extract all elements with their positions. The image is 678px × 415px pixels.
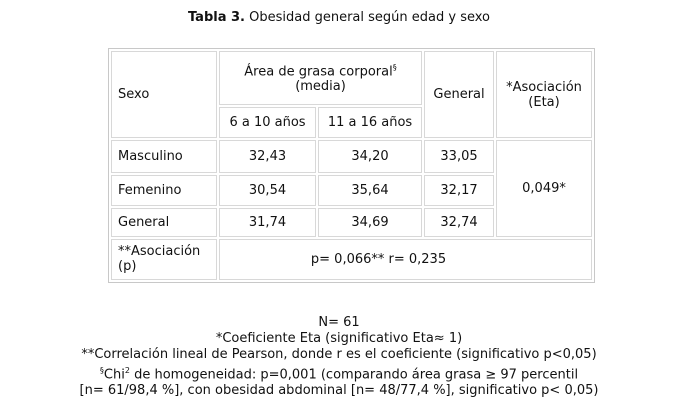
footnote-chi-rest: de homogeneidad: p=0,001 (comparando área grasa ≥ 97 percentil [129,367,579,383]
cell-sexo: Femenino [111,175,217,206]
asociacion-p-row [111,239,592,280]
header-area-grasa [219,51,422,105]
cell-asociacion-p-label: **Asociación (p) [111,239,217,280]
cell-age2: 35,64 [318,175,422,206]
cell-age1: 30,54 [219,175,316,206]
header-row [111,51,592,105]
cell-asociacion-p-value: p= 0,066** r= 0,235 [219,239,592,280]
header-general: General [424,51,494,138]
header-area-line1: Área de grasa corporal [244,63,393,79]
footnote-n: N= 61 [318,315,360,330]
caption-text: Obesidad general según edad y sexo [245,10,490,25]
footnote-eta: *Coeficiente Eta (significativo Eta≈ 1) [215,331,463,346]
header-age-6-10: 6 a 10 años [219,107,316,138]
cell-sexo: Masculino [111,140,217,173]
caption-label: Tabla 3. [187,10,245,25]
header-area-line2: (media) [295,78,346,94]
header-asociacion-eta: *Asociación (Eta) [496,51,592,138]
cell-age1: 32,43 [219,140,316,173]
footnote-pearson: **Correlación lineal de Pearson, donde r es el coeficiente (significativo p<0,05) [81,347,597,362]
cell-sexo: General [111,208,217,237]
header-area-sup: § [392,62,397,72]
footnote-chi-word: Chi [103,367,125,383]
table-row [111,140,592,173]
cell-general: 32,17 [424,175,494,206]
footnotes [0,315,678,399]
cell-eta-value: 0,049* [496,140,592,237]
footnote-chi-exp: 2 [124,366,130,375]
obesity-table [108,48,595,283]
cell-age1: 31,74 [219,208,316,237]
cell-age2: 34,69 [318,208,422,237]
header-age-11-16: 11 a 16 años [318,107,422,138]
table-caption [0,10,678,25]
cell-age2: 34,20 [318,140,422,173]
footnote-chi [0,363,678,383]
footnote-chi-sup: § [99,366,104,375]
cell-general: 32,74 [424,208,494,237]
cell-general: 33,05 [424,140,494,173]
header-sexo: Sexo [111,51,217,138]
footnote-chi-line2: [n= 61/98,4 %], con obesidad abdominal [n= 48/77,4 %], significativo p< 0,05) [79,383,599,399]
